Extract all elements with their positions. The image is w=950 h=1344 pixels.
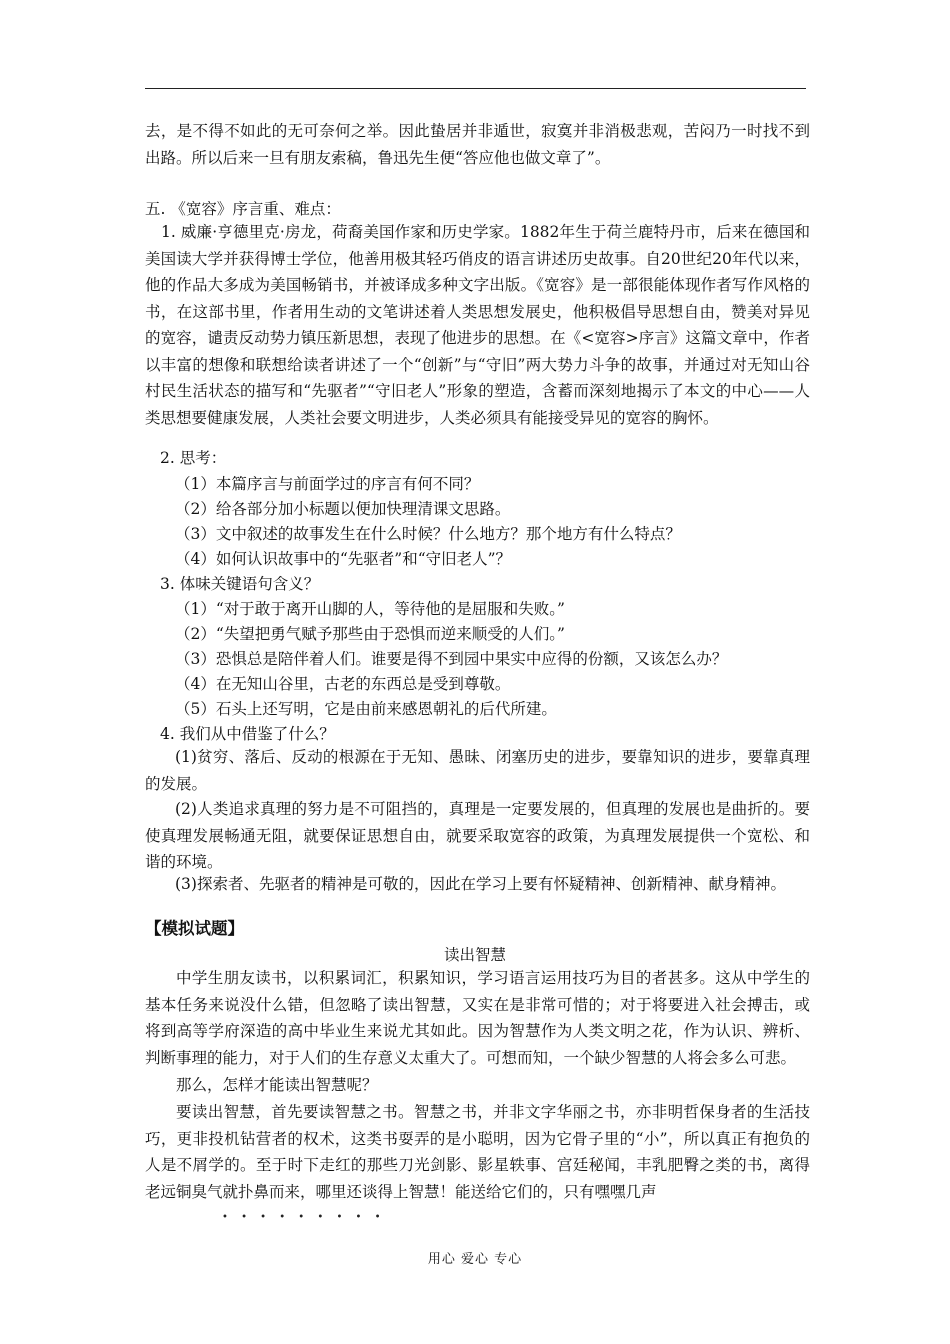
question-4-answer-3: (3)探索者、先驱者的精神是可敬的，因此在学习上要有怀疑精神、创新精神、献身精神。 <box>175 875 786 893</box>
question-3-heading: 3. 体味关键语句含义？ <box>160 575 320 593</box>
article-paragraph-3: 要读出智慧，首先要读智慧之书。智慧之书，并非文字华丽之书，亦非明哲保身者的生活技巧，更非投机钻营者的权术，这类书耍弄的是小聪明，因为它骨子里的“小”，所以真正有抱负的人是不屑学的。至于时下走红的那些刀光剑影、影星轶事、宫廷秘闻，丰乳肥臀之类的书，离得老远铜臭气就扑鼻而来，哪里还谈得上智慧！能送给它们的，只有嘿嘿几声 <box>145 1103 810 1201</box>
question-3-item-5: （5）石头上还写明，它是由前来感恩朝礼的后代所建。 <box>175 700 557 718</box>
question-3-item-4: （4）在无知山谷里，古老的东西总是受到尊敬。 <box>175 675 511 693</box>
question-2-item-1: （1）本篇序言与前面学过的序言有何不同？ <box>175 475 480 493</box>
question-2-heading: 2. 思考： <box>160 449 227 467</box>
mock-test-heading: 【模拟试题】 <box>145 919 244 938</box>
question-2-item-2: （2）给各部分加小标题以便加快理清课文思路。 <box>175 500 511 518</box>
question-3-item-3: （3）恐惧总是陪伴着人们。谁要是得不到园中果实中应得的份额，又该怎么办？ <box>175 650 728 668</box>
question-2-item-3: （3）文中叙述的故事发生在什么时候？什么地方？那个地方有什么特点？ <box>175 525 681 543</box>
section-5-point-1: 1. 威廉·亨德里克·房龙，荷裔美国作家和历史学家。1882年生于荷兰鹿特丹市，后来在德国和美国读大学并获得博士学位，他善用极其轻巧俏皮的语言讲述历史故事。自20世纪20年代以来，他的作品大多成为美国畅销书，并被译成多种文字出版。《宽容》是一部很能体现作者写作风格的书，在这部书里，作者用生动的文笔讲述着人类思想发展史，他积极倡导思想自由，赞美对异见的宽容，谴责反动势力镇压新思想，表现了他进步的思想。在《<宽容>序言》这篇文章中，作者以丰富的想像和联想给读者讲述了一个“创新”与“守旧”两大势力斗争的故事，并通过对无知山谷村民生活状态的描写和“先驱者”“守旧老人”形象的塑造，含蓄而深刻地揭示了本文的中心——人类思想要健康发展，人类社会要文明进步，人类必须具有能接受异见的宽容的胸怀。 <box>145 223 810 427</box>
question-3-item-1: （1）“对于敢于离开山脚的人，等待他的是屈服和失败。” <box>175 600 565 618</box>
article-paragraph-2: 那么，怎样才能读出智慧呢？ <box>176 1076 378 1094</box>
question-2-item-4: （4）如何认识故事中的“先驱者”和“守旧老人”？ <box>175 550 512 568</box>
page-footer: 用心 爱心 专心 <box>427 1252 523 1267</box>
question-3-item-2: （2）“失望把勇气赋予那些由于恐惧而逆来顺受的人们。” <box>175 625 565 643</box>
emphasis-dots: • • • • • • • • • <box>222 1212 386 1223</box>
article-paragraph-1: 中学生朋友读书，以积累词汇，积累知识，学习语言运用技巧为目的者甚多。这从中学生的基本任务来说没什么错，但忽略了读出智慧，又实在是非常可惜的；对于将要进入社会搏击，或将到高等学府深造的高中毕业生来说尤其如此。因为智慧作为人类文明之花，作为认识、辨析、判断事理的能力，对于人们的生存意义太重大了。可想而知，一个缺少智慧的人将会多么可悲。 <box>145 969 810 1067</box>
question-4-answer-2: (2)人类追求真理的努力是不可阻挡的，真理是一定要发展的，但真理的发展也是曲折的。要使真理发展畅通无阻，就要保证思想自由，就要采取宽容的政策，为真理发展提供一个宽松、和谐的环境。 <box>145 800 810 871</box>
question-4-answer-1: (1)贫穷、落后、反动的根源在于无知、愚昧、闭塞历史的进步，要靠知识的进步，要靠真理的发展。 <box>145 748 810 793</box>
header-rule <box>145 88 806 89</box>
section-5-heading: 五. 《宽容》序言重、难点： <box>145 200 341 218</box>
question-4-heading: 4. 我们从中借鉴了什么？ <box>160 725 335 743</box>
article-title: 读出智慧 <box>443 946 506 964</box>
top-paragraph: 去，是不得不如此的无可奈何之举。因此蛰居并非遁世，寂寞并非消极悲观，苦闷乃一时找不到出路。所以后来一旦有朋友索稿，鲁迅先生便“答应他也做文章了”。 <box>145 122 810 167</box>
